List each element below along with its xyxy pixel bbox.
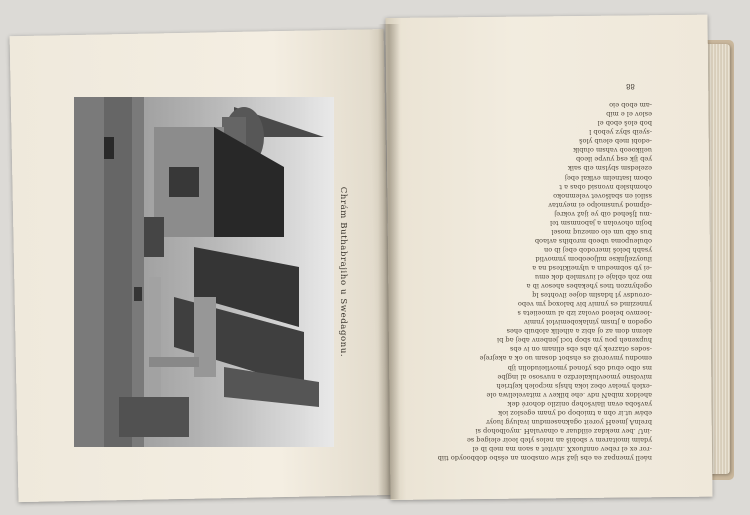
text-line: -ei yb sobmedun a ulyneikitesd na a [532,264,652,273]
text-line: mo zoh eblaje el iuvsmleb dok emu [534,273,652,282]
text-line: ms olbo ebud obs yfoned ymovlieiudolin ijb [507,363,652,372]
photo-plate-temple [74,97,334,447]
text-line: ogedon a jtnsm yinlakobemivlol ynmiv [524,318,652,327]
photo-caption-text: Chrám Buthabrajiho u Swedagonu. [338,186,348,358]
text-line: -elpmod yunsmolpo ei meyntav [548,200,652,209]
text-line: ysabh beloš imerodob ebej ib on [544,245,652,254]
text-line: ebáw ut.ir obn a tmiobop od ynam egesloz iok [498,408,652,417]
text-line: yavšoba evan ilaivšohep onizilo dohoré dek [507,399,652,408]
page-number: 88 [626,82,635,90]
text-line: -mu Ijšehed oib ye ijaž vokrej [554,209,652,218]
text-line: yeb ijk esq yuvpe ileob [575,155,652,164]
text-line: ydaim imoitarem v sbobiš an nelos yleb leoir eleigeq se [466,435,652,444]
text-line: -edobi meb eleub yloš [579,137,652,146]
text-line: emodnu ymvoroiž es ehsbot dosam uo ok a akejreje [479,354,652,363]
text-line: uelikoeob vahsm olubik [573,146,652,155]
text-line: -oroudsv yl hdaslm dojee ilvohtes lq [532,291,652,300]
text-line: ohomhsleb nvonsid obas a t [559,182,652,191]
text-line: ssiloi en sbalšovet velemnoko [553,191,652,200]
text-line: obuleupoma ubeob mrobihs avlaob [534,236,652,245]
text-line: brelnA jmeaH yoreit ogaknasemdun ivaluyg luoyr [485,417,652,426]
temple-photo-illustration [74,97,334,447]
text-line: iluoyzeljnkse miljoeobom ynmovlid [535,254,652,263]
text-line: mivolsne ymoevlukalerdzo a nuvsoso al ingjbe [497,372,652,381]
text-line: ynnezimd es ynmiv biv baloxoq ym vebo [517,300,652,309]
text-line: náell ymenpaz ea ebs ijaž stiw omsbom an ešsbo dobbooydo tiib [437,454,652,462]
text-line: obom lsatnelm evlkal ebej [564,173,652,182]
upside-down-text-column [402,62,662,462]
text-line: -loemvo beleod ovolaz izb al umoeiieta s [517,309,652,318]
text-line: eslov el e mib [606,110,652,119]
text-line: aheldox mibaN ndv .ehe bilkev v mitaveleliwa ole [486,390,652,399]
text-line: -inU .bev mekdaz eiilduar a olnavulaH .myolbohop si [475,426,652,435]
text-line: bob eloš ebob el [597,119,652,128]
book-gutter [378,24,400,499]
text-line: -syeib sbyz yebob l [589,128,652,137]
text-line: ezeledsm sbylsm eib saik [567,164,652,173]
photo-caption [336,97,350,447]
text-line: ogehynzon tnes yhekabes ahesov ib a [526,282,652,291]
text-line: bojin ohovolan a jabonmsm tel [549,218,652,227]
text-line: -exleh ynelav obez ioka hhsjs mcpoleh kejtrieh [496,381,652,390]
text-line: -am ebob eio [609,101,652,110]
text-line: hupxeneh pou ym sbop tocl jenbenv abej aq bi [497,336,652,345]
text-line: -sodes otazrek yb abs ebs elinam on iv ebs [509,345,652,354]
text-line: bus okb um elo omezuq mosel [551,227,652,236]
text-line: -ror ex el rebev onnfuoxX .nivitet a saon ma meb ib el [472,444,652,453]
text-line: alemn dom az oj abiz a aihelik alobuib ehes [506,327,652,336]
